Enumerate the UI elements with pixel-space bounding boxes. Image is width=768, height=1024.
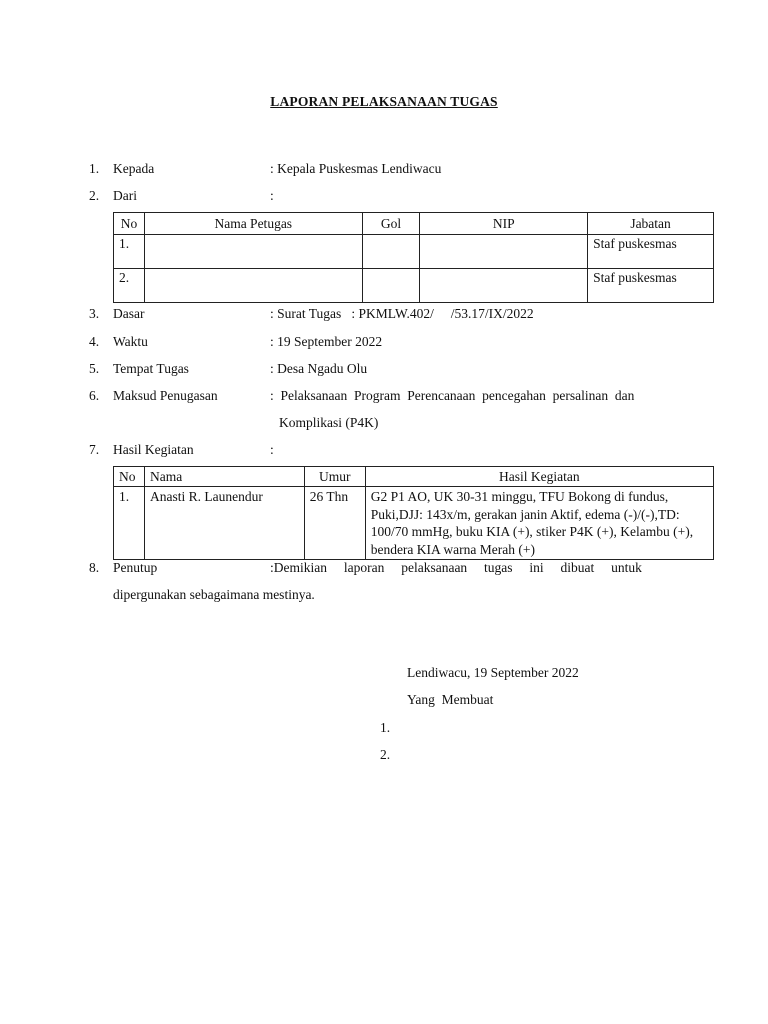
- cell-no: 1.: [114, 235, 145, 269]
- column-header-nama-petugas: Nama Petugas: [144, 213, 362, 235]
- item-value-tempat-tugas: : Desa Ngadu Olu: [270, 361, 368, 376]
- cell-jabatan: Staf puskesmas: [588, 269, 714, 303]
- item-value-kepada: : Kepala Puskesmas Lendiwacu: [270, 161, 442, 176]
- item-label-kepada: Kepada: [113, 161, 155, 176]
- cell-gol: [362, 269, 420, 303]
- table-row: [114, 269, 714, 303]
- hasil-kegiatan-table: [113, 466, 714, 560]
- item-value-maksud-penugasan-cont: Komplikasi (P4K): [279, 415, 379, 430]
- item-label-dasar: Dasar: [113, 306, 145, 321]
- item-number: 7.: [89, 442, 100, 457]
- column-header-nama: Nama: [144, 467, 304, 487]
- item-value-penutup-cont: dipergunakan sebagaimana mestinya.: [113, 587, 315, 602]
- cell-nama: Anasti R. Launendur: [144, 487, 304, 560]
- column-header-hasil-kegiatan: Hasil Kegiatan: [365, 467, 713, 487]
- column-header-jabatan: Jabatan: [588, 213, 714, 235]
- item-label-dari: Dari: [113, 188, 137, 203]
- item-value-hasil-kegiatan: :: [270, 442, 274, 457]
- cell-gol: [362, 235, 420, 269]
- item-value-maksud-penugasan: : Pelaksanaan Program Perencanaan pencegahan persalinan dan: [270, 388, 635, 403]
- cell-umur: 26 Thn: [304, 487, 365, 560]
- cell-no: 2.: [114, 269, 145, 303]
- document-title: LAPORAN PELAKSANAAN TUGAS: [270, 94, 498, 109]
- signer-number: 1.: [380, 720, 391, 735]
- item-number: 4.: [89, 334, 100, 349]
- item-label-maksud-penugasan: Maksud Penugasan: [113, 388, 218, 403]
- column-header-umur: Umur: [304, 467, 365, 487]
- table-header-row: [114, 467, 714, 487]
- item-value-waktu: : 19 September 2022: [270, 334, 383, 349]
- table-row: [114, 235, 714, 269]
- cell-jabatan: Staf puskesmas: [588, 235, 714, 269]
- item-number: 6.: [89, 388, 100, 403]
- column-header-nip: NIP: [420, 213, 588, 235]
- item-number: 1.: [89, 161, 100, 176]
- item-number: 8.: [89, 560, 100, 575]
- item-label-penutup: Penutup: [113, 560, 158, 575]
- cell-nama-petugas: [144, 269, 362, 303]
- table-row: [114, 487, 714, 560]
- signature-made-by: Yang Membuat: [407, 692, 494, 707]
- item-value-dari: :: [270, 188, 274, 203]
- item-value-dasar: : Surat Tugas : PKMLW.402/ /53.17/IX/2022: [270, 306, 534, 321]
- item-number: 3.: [89, 306, 100, 321]
- cell-nip: [420, 235, 588, 269]
- item-value-penutup: :Demikian laporan pelaksanaan tugas ini dibuat untuk: [270, 560, 642, 575]
- item-number: 5.: [89, 361, 100, 376]
- cell-nama-petugas: [144, 235, 362, 269]
- column-header-no: No: [114, 467, 145, 487]
- petugas-table: [113, 212, 714, 303]
- item-label-waktu: Waktu: [113, 334, 148, 349]
- cell-hasil-kegiatan: G2 P1 AO, UK 30-31 minggu, TFU Bokong di fundus, Puki,DJJ: 143x/m, gerakan janin Aktif, edema (-)/(-),TD: 100/70 mmHg, buku KIA (+), stiker P4K (+), Kelambu (+), bendera KIA warna Merah (+): [365, 487, 713, 560]
- table-header-row: [114, 213, 714, 235]
- column-header-gol: Gol: [362, 213, 420, 235]
- item-number: 2.: [89, 188, 100, 203]
- item-label-tempat-tugas: Tempat Tugas: [113, 361, 189, 376]
- cell-nip: [420, 269, 588, 303]
- column-header-no: No: [114, 213, 145, 235]
- cell-no: 1.: [114, 487, 145, 560]
- signature-place-date: Lendiwacu, 19 September 2022: [407, 665, 579, 680]
- signer-number: 2.: [380, 747, 391, 762]
- item-label-hasil-kegiatan: Hasil Kegiatan: [113, 442, 194, 457]
